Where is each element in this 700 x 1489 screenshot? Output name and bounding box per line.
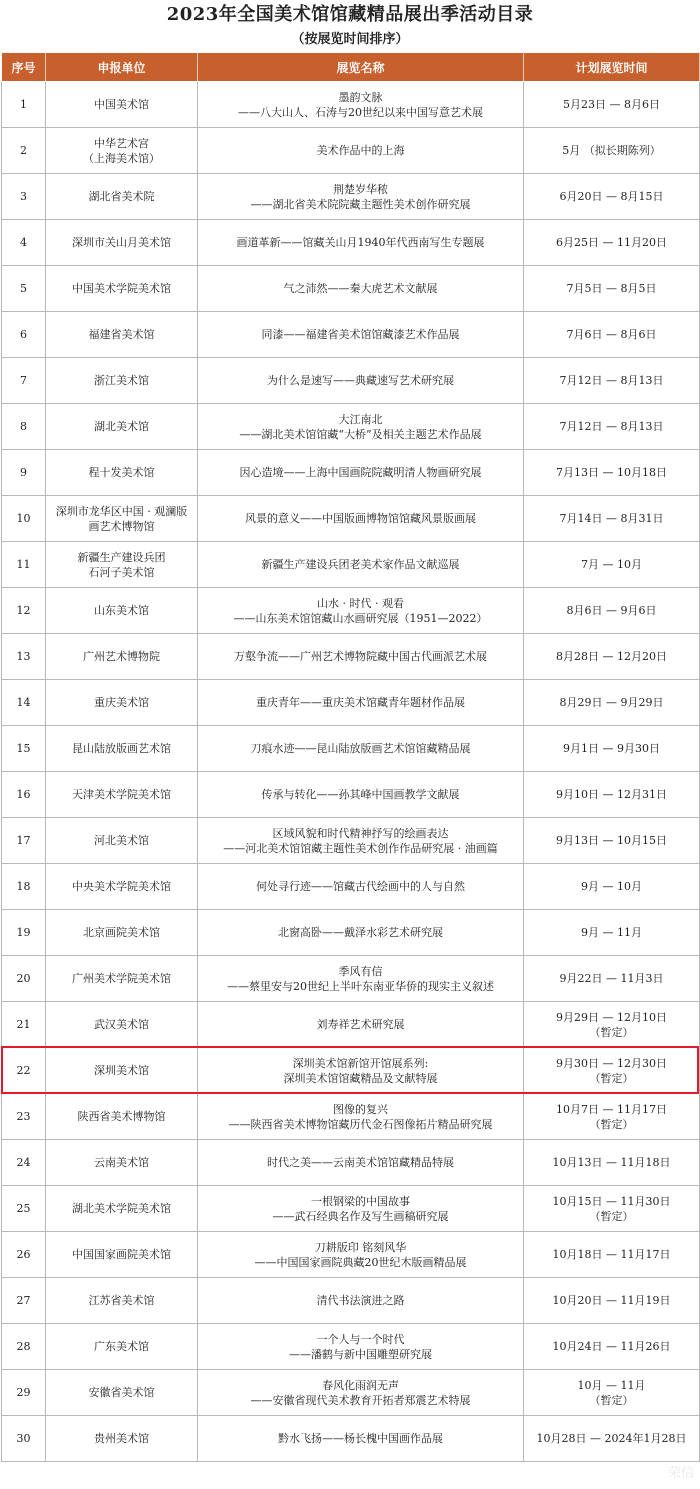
row-exhibition-name-line: ——蔡里安与20世纪上半叶东南亚华侨的现实主义叙述 [227,979,494,993]
table-row [2,266,700,312]
table-row [2,358,700,404]
row-exhibition-name-line: 黔水飞扬——杨长槐中国画作品展 [278,1432,443,1445]
row-number: 3 [2,174,46,220]
table-row [2,588,700,634]
table-row [2,1324,700,1370]
table-header-row [2,53,700,82]
row-unit [46,404,198,450]
table-row [2,864,700,910]
row-unit [46,1232,198,1278]
row-planned-time-line: 10月13日 — 11月18日 [552,1156,671,1169]
row-unit-line: 程十发美术馆 [88,466,155,479]
row-unit-line: 画艺术博物馆 [88,519,155,533]
row-planned-time-line: （暂定） [589,1025,634,1039]
row-number: 8 [2,404,46,450]
row-exhibition-name-line: ——武石经典名作及写生画稿研究展 [272,1209,449,1223]
row-unit-line: 云南美术馆 [94,1156,149,1169]
row-planned-time [524,266,700,312]
row-number: 19 [2,910,46,956]
row-exhibition-name-line: 刀痕水迹——昆山陆放版画艺术馆馆藏精品展 [250,742,471,755]
row-unit-line: 湖北省美术院 [88,190,155,203]
row-exhibition-name-line: 传承与转化——孙其峰中国画教学文献展 [261,788,460,801]
row-unit-line: 中央美术学院美术馆 [72,880,171,893]
row-unit-line: 河北美术馆 [94,834,149,847]
row-planned-time [524,864,700,910]
row-number: 16 [2,772,46,818]
row-exhibition-name-line: 美术作品中的上海 [316,144,405,157]
row-unit [46,772,198,818]
row-planned-time [524,772,700,818]
row-exhibition-name-line: 万壑争流——广州艺术博物院藏中国古代画派艺术展 [234,650,487,663]
row-number: 5 [2,266,46,312]
row-planned-time-line: 9月1日 — 9月30日 [563,742,660,755]
row-number: 24 [2,1140,46,1186]
row-number: 29 [2,1370,46,1416]
row-exhibition-name [198,1370,524,1416]
row-unit-line: 深圳市龙华区中国 · 观澜版 [55,504,188,518]
row-number: 6 [2,312,46,358]
row-unit [46,1278,198,1324]
row-exhibition-name [198,910,524,956]
row-planned-time [524,450,700,496]
row-unit [46,174,198,220]
row-planned-time-line: 9月29日 — 12月10日 [556,1010,667,1024]
row-number: 7 [2,358,46,404]
table-row [2,1232,700,1278]
table-row [2,1416,700,1462]
row-exhibition-name-line: 时代之美——云南美术馆馆藏精品特展 [267,1156,454,1169]
row-planned-time [524,634,700,680]
row-unit-line: 广州艺术博物院 [83,650,160,663]
row-exhibition-name-line: 大江南北 [338,412,383,426]
row-exhibition-name-line: 刀耕版印 铭刻风华 [314,1240,407,1254]
row-number: 25 [2,1186,46,1232]
row-unit-line: 中国美术学院美术馆 [72,282,171,295]
row-number: 17 [2,818,46,864]
row-exhibition-name [198,818,524,864]
row-exhibition-name [198,312,524,358]
row-unit [46,588,198,634]
row-exhibition-name [198,450,524,496]
row-unit [46,266,198,312]
row-exhibition-name-line: 山水 · 时代 · 观看 [317,596,404,610]
row-exhibition-name [198,864,524,910]
row-unit [46,1370,198,1416]
row-number: 13 [2,634,46,680]
row-exhibition-name-line: ——山东美术馆馆藏山水画研究展（1951—2022） [233,611,488,625]
row-unit-line: 福建省美术馆 [88,328,155,341]
row-exhibition-name-line: 气之沛然——秦大虎艺术文献展 [283,282,438,295]
row-planned-time [524,312,700,358]
row-unit-line: 武汉美术馆 [94,1018,149,1031]
row-planned-time-line: 6月20日 — 8月15日 [559,190,664,203]
row-unit-line: 重庆美术馆 [94,696,149,709]
table-row [2,680,700,726]
row-planned-time-line: 9月13日 — 10月15日 [556,834,667,847]
row-unit-line: 北京画院美术馆 [83,926,160,939]
row-exhibition-name [198,1048,524,1094]
row-unit [46,220,198,266]
row-planned-time [524,910,700,956]
row-unit-line: 广东美术馆 [94,1340,149,1353]
table-row [2,220,700,266]
row-unit [46,1416,198,1462]
row-planned-time [524,1416,700,1462]
row-unit [46,542,198,588]
row-exhibition-name-line: ——中国国家画院典藏20世纪木版画精品展 [254,1255,467,1269]
table-row [2,1048,700,1094]
table-row [2,726,700,772]
row-planned-time-line: 8月28日 — 12月20日 [556,650,667,663]
row-number: 12 [2,588,46,634]
row-planned-time-line: 5月 （拟长期陈列） [562,144,661,157]
header-unit: 申报单位 [46,53,198,82]
row-planned-time [524,680,700,726]
row-planned-time [524,542,700,588]
row-planned-time-line: 10月24日 — 11月26日 [552,1340,671,1353]
row-exhibition-name [198,588,524,634]
row-planned-time [524,1278,700,1324]
row-exhibition-name-line: 一个人与一个时代 [316,1332,405,1346]
row-planned-time-line: 7月6日 — 8月6日 [566,328,657,341]
row-unit-line: 石河子美术馆 [88,565,155,579]
row-planned-time-line: 8月6日 — 9月6日 [566,604,657,617]
row-exhibition-name-line: 墨韵文脉 [338,90,383,104]
row-planned-time [524,496,700,542]
row-exhibition-name-line: ——陕西省美术博物馆藏历代金石图像拓片精品研究展 [228,1117,493,1131]
row-number: 27 [2,1278,46,1324]
row-number: 15 [2,726,46,772]
row-number: 30 [2,1416,46,1462]
row-unit-line: 湖北美术馆 [94,420,149,433]
header-planned-time: 计划展览时间 [524,53,700,82]
row-unit [46,864,198,910]
row-exhibition-name [198,1186,524,1232]
row-exhibition-name [198,128,524,174]
row-planned-time [524,956,700,1002]
row-exhibition-name-line: 荆楚岁华秾 [333,182,388,196]
row-unit [46,82,198,128]
row-exhibition-name [198,1324,524,1370]
row-number: 18 [2,864,46,910]
row-planned-time [524,1370,700,1416]
row-unit [46,1048,198,1094]
row-exhibition-name [198,680,524,726]
row-exhibition-name-line: 春风化雨润无声 [322,1378,399,1392]
row-unit-line: 陕西省美术博物馆 [77,1110,166,1123]
row-number: 23 [2,1094,46,1140]
row-planned-time [524,1232,700,1278]
row-unit-line: 深圳市关山月美术馆 [72,236,171,249]
row-exhibition-name [198,1416,524,1462]
row-planned-time [524,1140,700,1186]
row-planned-time [524,404,700,450]
row-planned-time-line: 7月14日 — 8月31日 [559,512,664,525]
table-row [2,128,700,174]
row-exhibition-name [198,266,524,312]
page-title: 2023年全国美术馆馆藏精品展出季活动目录 [166,4,534,25]
table-row [2,1186,700,1232]
row-planned-time [524,1324,700,1370]
row-exhibition-name-line: 何处寻行迹——馆藏古代绘画中的人与自然 [256,880,465,893]
row-exhibition-name-line: 画道革新——馆藏关山月1940年代西南写生专题展 [236,236,485,249]
row-number: 22 [2,1048,46,1094]
row-exhibition-name-line: 新疆生产建设兵团老美术家作品文献巡展 [261,558,460,571]
page-subtitle: （按展览时间排序） [291,32,409,47]
row-unit-line: 中华艺术宫 [94,136,149,150]
row-unit [46,818,198,864]
row-exhibition-name [198,174,524,220]
row-exhibition-name-line: ——八大山人、石涛与20世纪以来中国写意艺术展 [238,105,483,119]
row-exhibition-name [198,1002,524,1048]
row-planned-time [524,174,700,220]
row-exhibition-name-line: 深圳美术馆新馆开馆展系列: [292,1056,429,1070]
row-exhibition-name-line: ——安徽省现代美术教育开拓者郑震艺术特展 [250,1393,471,1407]
row-planned-time-line: 5月23日 — 8月6日 [563,98,660,111]
row-exhibition-name-line: ——河北美术馆馆藏主题性美术创作作品研究展 · 油画篇 [223,841,498,855]
row-unit-line: 昆山陆放版画艺术馆 [72,742,171,755]
row-planned-time [524,818,700,864]
row-unit [46,1186,198,1232]
row-planned-time-line: （暂定） [589,1393,634,1407]
table-row [2,174,700,220]
row-planned-time-line: 10月28日 — 2024年1月28日 [536,1432,687,1445]
row-planned-time-line: 9月 — 10月 [581,880,642,893]
row-planned-time-line: 7月13日 — 10月18日 [556,466,667,479]
row-unit-line: 贵州美术馆 [94,1432,149,1445]
row-unit [46,358,198,404]
row-exhibition-name-line: ——湖北美术馆馆藏“大桥”及相关主题艺术作品展 [239,427,482,441]
row-exhibition-name-line: 北窗高卧——戴泽水彩艺术研究展 [278,926,443,939]
row-unit-line: 中国美术馆 [94,98,149,111]
table-row [2,1094,700,1140]
header-exhibition-name: 展览名称 [198,53,524,82]
row-planned-time-line: 7月5日 — 8月5日 [566,282,657,295]
row-number: 4 [2,220,46,266]
row-planned-time-line: 10月 — 11月 [577,1378,646,1392]
table-row [2,634,700,680]
row-exhibition-name-line: ——湖北省美术院院藏主题性美术创作研究展 [250,197,471,211]
row-exhibition-name [198,358,524,404]
row-exhibition-name-line: 清代书法演进之路 [316,1294,405,1307]
table-row [2,818,700,864]
row-unit [46,910,198,956]
row-number: 2 [2,128,46,174]
row-unit-line: 安徽省美术馆 [88,1386,155,1399]
row-planned-time-line: （暂定） [589,1071,634,1085]
table-row [2,956,700,1002]
row-unit [46,634,198,680]
row-planned-time-line: 10月20日 — 11月19日 [552,1294,671,1307]
row-planned-time-line: 9月30日 — 12月30日 [556,1056,667,1070]
row-planned-time [524,726,700,772]
row-exhibition-name [198,496,524,542]
row-unit [46,1002,198,1048]
row-unit-line: 广州美术学院美术馆 [72,972,171,985]
table-row [2,1370,700,1416]
row-exhibition-name-line: 图像的复兴 [333,1102,388,1116]
row-planned-time-line: 10月15日 — 11月30日 [552,1194,671,1208]
row-planned-time-line: 9月10日 — 12月31日 [556,788,667,801]
row-number: 20 [2,956,46,1002]
row-unit-line: 新疆生产建设兵团 [77,550,166,564]
row-planned-time [524,128,700,174]
row-number: 10 [2,496,46,542]
row-exhibition-name [198,220,524,266]
table-row [2,772,700,818]
row-number: 28 [2,1324,46,1370]
row-unit-line: 湖北美术学院美术馆 [72,1202,171,1215]
row-exhibition-name [198,956,524,1002]
row-planned-time [524,1048,700,1094]
row-exhibition-name-line: 区域风貌和时代精神抒写的绘画表达 [272,826,449,840]
row-exhibition-name [198,634,524,680]
row-exhibition-name-line: 同漆——福建省美术馆馆藏漆艺术作品展 [261,328,460,341]
row-number: 9 [2,450,46,496]
row-planned-time [524,82,700,128]
header-number: 序号 [2,53,46,82]
table-row [2,1278,700,1324]
table-row [2,910,700,956]
row-unit [46,680,198,726]
row-unit [46,450,198,496]
row-unit-line: 中国国家画院美术馆 [72,1248,171,1261]
row-unit [46,312,198,358]
row-unit [46,128,198,174]
row-planned-time [524,220,700,266]
row-exhibition-name-line: 季风有信 [338,964,383,978]
row-number: 21 [2,1002,46,1048]
row-number: 14 [2,680,46,726]
row-unit [46,1140,198,1186]
table-row [2,1002,700,1048]
table-row [2,312,700,358]
row-unit-line: 江苏省美术馆 [88,1294,155,1307]
row-planned-time-line: 7月 — 10月 [581,558,642,571]
row-planned-time-line: 10月7日 — 11月17日 [556,1102,667,1116]
row-exhibition-name [198,404,524,450]
row-exhibition-name [198,726,524,772]
row-planned-time-line: 9月22日 — 11月3日 [559,972,664,985]
row-unit-line: 深圳美术馆 [94,1064,149,1077]
row-unit [46,726,198,772]
row-exhibition-name [198,1094,524,1140]
row-exhibition-name-line: 为什么是速写——典藏速写艺术研究展 [267,374,454,387]
row-unit-line: 天津美术学院美术馆 [72,788,171,801]
row-unit [46,1324,198,1370]
row-exhibition-name-line: ——潘鹤与新中国雕塑研究展 [289,1347,432,1361]
row-unit [46,1094,198,1140]
row-planned-time-line: （暂定） [589,1117,634,1131]
row-unit-line: （上海美术馆） [83,151,160,165]
row-exhibition-name-line: 风景的意义——中国版画博物馆馆藏风景版画展 [245,512,476,525]
table-row [2,1140,700,1186]
table-row [2,542,700,588]
row-planned-time [524,588,700,634]
table-row [2,82,700,128]
row-number: 1 [2,82,46,128]
row-planned-time-line: 9月 — 11月 [581,926,642,939]
row-exhibition-name [198,1232,524,1278]
row-exhibition-name [198,1140,524,1186]
row-planned-time-line: 7月12日 — 8月13日 [559,420,664,433]
row-unit-line: 浙江美术馆 [94,374,149,387]
row-exhibition-name [198,82,524,128]
row-exhibition-name-line: 重庆青年——重庆美术馆藏青年题材作品展 [256,696,465,709]
table-body [2,82,700,1462]
row-exhibition-name [198,772,524,818]
row-number: 26 [2,1232,46,1278]
row-unit [46,496,198,542]
row-number: 11 [2,542,46,588]
row-exhibition-name [198,1278,524,1324]
row-planned-time [524,1094,700,1140]
row-planned-time-line: 8月29日 — 9月29日 [559,696,664,709]
row-planned-time-line: （暂定） [589,1209,634,1223]
table-row [2,450,700,496]
table-row [2,496,700,542]
row-planned-time-line: 6月25日 — 11月20日 [556,236,667,249]
row-exhibition-name [198,542,524,588]
row-planned-time-line: 10月18日 — 11月17日 [552,1248,671,1261]
row-planned-time [524,1186,700,1232]
table-row [2,404,700,450]
row-exhibition-name-line: 深圳美术馆馆藏精品及文献特展 [283,1071,438,1085]
row-exhibition-name-line: 一根钢梁的中国故事 [311,1194,410,1208]
row-planned-time [524,1002,700,1048]
row-unit [46,956,198,1002]
watermark: 荣信 [667,1466,694,1481]
row-planned-time-line: 7月12日 — 8月13日 [559,374,664,387]
row-exhibition-name-line: 因心造境——上海中国画院院藏明清人物画研究展 [239,466,482,479]
row-unit-line: 山东美术馆 [94,604,149,617]
row-planned-time [524,358,700,404]
exhibition-table [1,52,700,1462]
row-exhibition-name-line: 刘寿祥艺术研究展 [316,1018,405,1031]
